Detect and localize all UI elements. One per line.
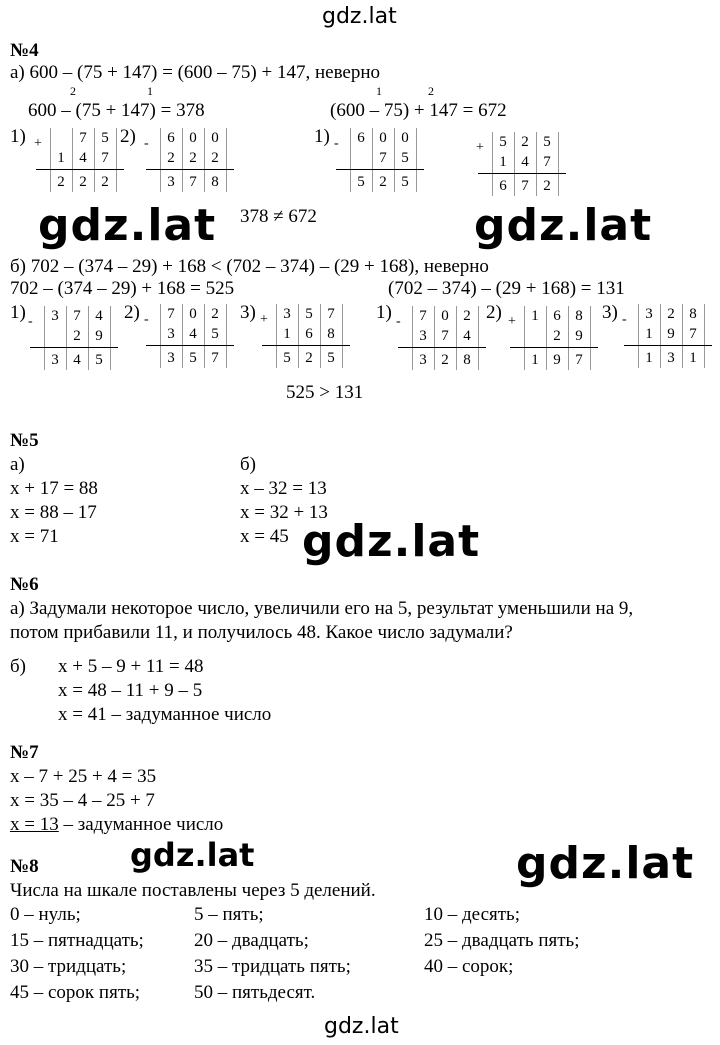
grid-line [350,128,351,192]
operator-sign: + [34,136,42,151]
task7-answer-value: x = 13 [10,814,59,835]
task8-item: 25 – двадцать пять; [424,930,580,951]
step-label: 3) [240,302,256,323]
digit-top: 0 [401,130,409,146]
step-label: 1) [376,302,392,323]
task5-a-line: x = 88 – 17 [10,502,97,523]
digit-bottom: 6 [305,326,313,342]
digit-bottom: 1 [283,326,291,342]
digit-bottom: 9 [667,326,675,342]
task6-b-line: x + 5 – 9 + 11 = 48 [58,656,204,677]
digit-result: 2 [57,174,65,190]
order-right-1: 1 [376,84,382,98]
digit-bottom: 2 [167,150,175,166]
task5-b-line: x = 45 [240,526,289,547]
digit-top: 2 [667,306,675,322]
task7-line: x – 7 + 25 + 4 = 35 [10,766,157,787]
grid-line [372,128,373,192]
task7-line: x = 35 – 4 – 25 + 7 [10,790,155,811]
digit-top: 6 [553,308,561,324]
watermark-right-1: gdz.lat [474,200,653,251]
task6-header: №6 [10,574,39,595]
digit-bottom: 1 [645,326,653,342]
operator-sign: - [28,314,33,329]
digit-top: 5 [499,134,507,150]
digit-top: 2 [211,306,219,322]
step-label: 2) [124,302,140,323]
operator-sign: - [622,312,627,327]
operator-sign: + [260,312,268,327]
grid-line [514,132,515,196]
grid-line [590,306,591,370]
digit-bottom: 2 [553,328,561,344]
digit-result: 5 [189,350,197,366]
digit-top: 1 [531,308,539,324]
step-label: 1) [10,302,26,323]
task8-item: 35 – тридцать пять; [194,956,351,977]
digit-result: 7 [189,174,197,190]
operator-sign: - [396,314,401,329]
grid-line [94,128,95,192]
grid-line [568,306,569,370]
grid-line [160,128,161,192]
digit-top: 2 [521,134,529,150]
task4-b-right-expression: (702 – 374) – (29 + 168) = 131 [388,278,625,299]
grid-line [524,306,525,370]
result-line [262,345,350,346]
digit-top: 0 [211,130,219,146]
result-line [478,173,566,174]
digit-bottom: 3 [167,326,175,342]
digit-result: 2 [543,178,551,194]
digit-bottom: 7 [441,328,449,344]
digit-bottom [44,326,66,346]
grid-line [456,306,457,370]
digit-top: 3 [51,308,59,324]
digit-top: 0 [379,130,387,146]
operator-sign: - [334,136,339,151]
result-line [36,169,124,170]
digit-result: 3 [167,174,175,190]
task6-b-label: б) [10,656,26,677]
digit-bottom: 2 [189,150,197,166]
task7-answer-text: – задуманное число [58,814,224,835]
grid-line [660,304,661,368]
digit-top: 3 [283,306,291,322]
digit-result: 3 [167,350,175,366]
order-left-2: 1 [147,84,153,98]
grid-line [66,306,67,370]
grid-line [50,128,51,192]
digit-bottom: 4 [79,150,87,166]
task8-item: 20 – двадцать; [194,930,309,951]
digit-result: 1 [689,350,697,366]
task4-b-comparison: 525 > 131 [286,382,364,403]
task4-b-left-expression: 702 – (374 – 29) + 168 = 525 [10,278,235,299]
task4-left-expression: 600 – (75 + 147) = 378 [28,100,205,121]
digit-top: 8 [689,306,697,322]
step-label: 2) [120,126,136,147]
digit-top: 6 [357,130,365,146]
digit-bottom: 7 [101,150,109,166]
grid-line [160,304,161,368]
digit-bottom: 5 [211,326,219,342]
digit-top [50,128,72,148]
digit-top: 3 [645,306,653,322]
operator-sign: - [144,136,149,151]
digit-result: 2 [379,174,387,190]
task8-header: №8 [10,856,39,877]
watermark-center: gdz.lat [302,516,481,567]
digit-bottom: 7 [689,326,697,342]
step-label: 1) [314,126,330,147]
digit-top: 6 [167,130,175,146]
task6-b-line: x = 48 – 11 + 9 – 5 [58,680,203,701]
digit-result: 5 [283,350,291,366]
digit-bottom: 1 [499,154,507,170]
digit-result: 2 [101,174,109,190]
digit-result: 3 [51,352,59,368]
digit-bottom: 5 [401,150,409,166]
grid-line [182,304,183,368]
task8-item: 40 – сорок; [424,956,514,977]
digit-result: 8 [211,174,219,190]
digit-result: 9 [553,352,561,368]
task4-a-line: а) 600 – (75 + 147) = (600 – 75) + 147, неверно [10,62,381,83]
order-left-1: 2 [70,84,76,98]
task8-item: 10 – десять; [424,904,520,925]
digit-result: 5 [401,174,409,190]
grid-line [44,306,45,370]
digit-top: 2 [463,308,471,324]
task8-item: 45 – сорок пять; [10,982,141,1003]
grid-line [638,304,639,368]
digit-top: 0 [441,308,449,324]
grid-line [342,304,343,368]
digit-result: 1 [645,350,653,366]
grid-line [204,128,205,192]
grid-line [394,128,395,192]
digit-bottom: 4 [521,154,529,170]
digit-bottom: 2 [211,150,219,166]
digit-top: 8 [575,308,583,324]
digit-result: 7 [521,178,529,194]
digit-bottom: 7 [379,150,387,166]
grid-line [204,304,205,368]
digit-top: 7 [167,306,175,322]
task5-a-line: x + 17 = 88 [10,478,98,499]
digit-result: 8 [463,352,471,368]
result-line [146,345,234,346]
task8-item: 0 – нуль; [10,904,81,925]
digit-result: 7 [575,352,583,368]
order-right-2: 2 [428,84,434,98]
digit-result: 3 [667,350,675,366]
operator-sign: - [144,312,149,327]
task5-header: №5 [10,430,39,451]
digit-top: 0 [189,306,197,322]
grid-line [478,306,479,370]
task4-b-line: б) 702 – (374 – 29) + 168 < (702 – 374) – (29 + 168), неверно [10,256,489,277]
task4-header: №4 [10,40,39,61]
task6-a-text: а) Задумали некоторое число, увеличили его на 5, результат уменьшили на 9, [10,598,634,619]
digit-bottom: 9 [95,328,103,344]
task8-item: 15 – пятнадцать; [10,930,144,951]
digit-top: 7 [327,306,335,322]
watermark-right-2: gdz.lat [516,838,695,889]
task6-b-line: x = 41 – задуманное число [58,704,272,725]
step-label: 1) [10,126,26,147]
grid-line [320,304,321,368]
step-label: 3) [602,302,618,323]
grid-line [72,128,73,192]
digit-result: 4 [73,352,81,368]
digit-result: 6 [499,178,507,194]
operator-sign: + [508,314,516,329]
digit-bottom [350,148,372,168]
grid-line [682,304,683,368]
digit-result: 7 [211,350,219,366]
digit-result: 1 [531,352,539,368]
step-label: 2) [486,302,502,323]
digit-top: 5 [305,306,313,322]
grid-line [226,304,227,368]
task5-b-line: x = 32 + 13 [240,502,328,523]
digit-bottom: 2 [73,328,81,344]
digit-top: 4 [95,308,103,324]
watermark-top: gdz.lat [322,4,397,29]
digit-top: 5 [101,130,109,146]
watermark-bottom: gdz.lat [324,1014,399,1039]
grid-line [226,128,227,192]
digit-bottom: 4 [463,328,471,344]
result-line [146,169,234,170]
digit-bottom: 7 [543,154,551,170]
grid-line [182,128,183,192]
digit-bottom: 1 [57,150,65,166]
grid-line [88,306,89,370]
digit-bottom: 8 [327,326,335,342]
task5-a-label: а) [10,454,25,475]
task6-a-text: потом прибавили 11, и получилось 48. Какое число задумали? [10,622,513,643]
digit-result: 2 [441,352,449,368]
digit-top: 7 [419,308,427,324]
grid-line [546,306,547,370]
task7-header: №7 [10,742,39,763]
task8-item: 30 – тридцать; [10,956,127,977]
task4-right-expression: (600 – 75) + 147 = 672 [330,100,507,121]
task8-item: 5 – пять; [194,904,264,925]
digit-top: 7 [73,308,81,324]
operator-sign: + [476,140,484,155]
task5-b-label: б) [240,454,256,475]
digit-bottom [524,326,546,346]
result-line [398,347,486,348]
watermark-left-2: gdz.lat [130,836,255,874]
grid-line [536,132,537,196]
digit-top: 5 [543,134,551,150]
grid-line [558,132,559,196]
digit-result: 2 [305,350,313,366]
grid-line [416,128,417,192]
digit-bottom: 3 [419,328,427,344]
digit-bottom: 4 [189,326,197,342]
task4-a-comparison: 378 ≠ 672 [240,206,317,227]
result-line [510,347,598,348]
digit-top: 0 [189,130,197,146]
digit-bottom: 9 [575,328,583,344]
result-line [30,347,118,348]
grid-line [434,306,435,370]
task8-intro: Числа на шкале поставлены через 5 делений. [10,880,376,901]
grid-line [298,304,299,368]
task8-item: 50 – пятьдесят. [194,982,316,1003]
grid-line [412,306,413,370]
grid-line [276,304,277,368]
digit-result: 2 [79,174,87,190]
task5-a-line: x = 71 [10,526,59,547]
watermark-left-1: gdz.lat [38,200,217,251]
digit-result: 3 [419,352,427,368]
grid-line [704,304,705,368]
grid-line [110,306,111,370]
task5-b-line: x – 32 = 13 [240,478,327,499]
digit-result: 5 [95,352,103,368]
digit-result: 5 [357,174,365,190]
digit-result: 5 [327,350,335,366]
grid-line [116,128,117,192]
task7-answer [10,814,223,836]
digit-top: 7 [79,130,87,146]
result-line [624,345,712,346]
result-line [336,169,424,170]
grid-line [492,132,493,196]
